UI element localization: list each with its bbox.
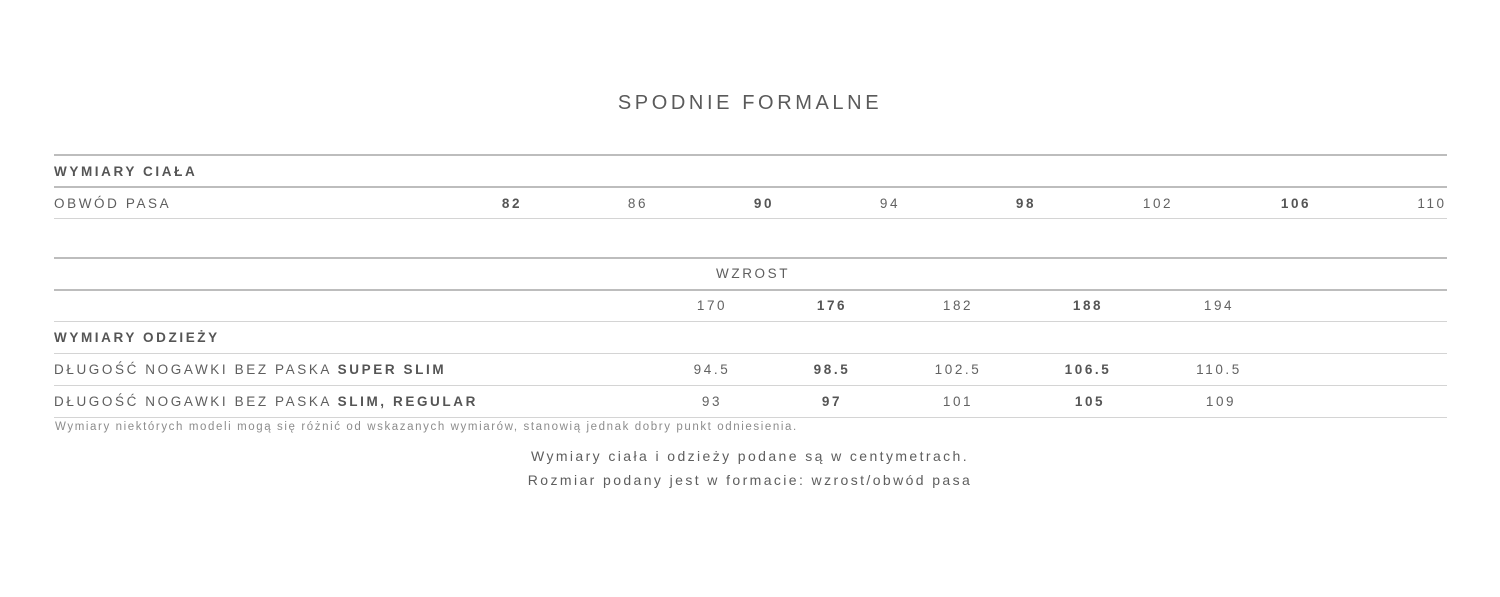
height-value: 182 xyxy=(942,298,974,313)
waist-value: 86 xyxy=(627,196,649,211)
body-measurements-section-label: WYMIARY CIAŁA xyxy=(54,164,198,179)
waist-value: 98 xyxy=(1015,196,1037,211)
fit-name: SLIM, REGULAR xyxy=(337,394,478,409)
height-value: 188 xyxy=(1072,298,1104,313)
fit-name: SUPER SLIM xyxy=(337,362,447,377)
table-divider xyxy=(54,154,1447,156)
size-format-note: Rozmiar podany jest w formacie: wzrost/obwód pasa xyxy=(527,472,973,488)
leg-length-value: 110.5 xyxy=(1196,362,1242,377)
leg-length-value: 98.5 xyxy=(813,362,851,377)
height-value: 170 xyxy=(696,298,728,313)
waist-row-label: OBWÓD PASA xyxy=(54,196,172,211)
height-header: WZROST xyxy=(716,266,791,281)
leg-length-value: 101 xyxy=(942,394,974,409)
height-value: 176 xyxy=(816,298,848,313)
leg-length-value: 106.5 xyxy=(1064,362,1112,377)
leg-length-value: 94.5 xyxy=(693,362,731,377)
waist-value: 106 xyxy=(1280,196,1312,211)
garment-measurements-section-label: WYMIARY ODZIEŻY xyxy=(54,330,220,345)
table-divider xyxy=(54,186,1447,188)
leg-length-value: 93 xyxy=(701,394,723,409)
units-note: Wymiary ciała i odzieży podane są w centymetrach. xyxy=(530,448,970,464)
table-divider xyxy=(54,385,1447,386)
leg-length-value: 109 xyxy=(1205,394,1237,409)
table-divider xyxy=(54,218,1447,219)
table-divider xyxy=(54,289,1447,291)
waist-value: 110 xyxy=(1417,196,1447,211)
waist-value: 90 xyxy=(753,196,775,211)
waist-value: 82 xyxy=(501,196,523,211)
leg-length-super-slim-label xyxy=(54,362,446,378)
height-value: 194 xyxy=(1203,298,1235,313)
table-divider xyxy=(54,353,1447,354)
leg-length-label-prefix: DŁUGOŚĆ NOGAWKI BEZ PASKA xyxy=(54,362,338,377)
table-divider xyxy=(54,321,1447,322)
leg-length-value: 97 xyxy=(821,394,843,409)
leg-length-value: 102.5 xyxy=(934,362,982,377)
waist-value: 102 xyxy=(1142,196,1174,211)
table-divider xyxy=(54,417,1447,418)
leg-length-slim-regular-label xyxy=(54,394,478,410)
page-title: SPODNIE FORMALNE xyxy=(617,92,883,114)
disclaimer-note: Wymiary niektórych modeli mogą się różnić od wskazanych wymiarów, stanowią jednak dobry punkt odniesienia. xyxy=(55,421,798,433)
waist-value: 94 xyxy=(879,196,901,211)
leg-length-label-prefix: DŁUGOŚĆ NOGAWKI BEZ PASKA xyxy=(54,394,338,409)
leg-length-value: 105 xyxy=(1074,394,1106,409)
table-divider xyxy=(54,257,1447,259)
